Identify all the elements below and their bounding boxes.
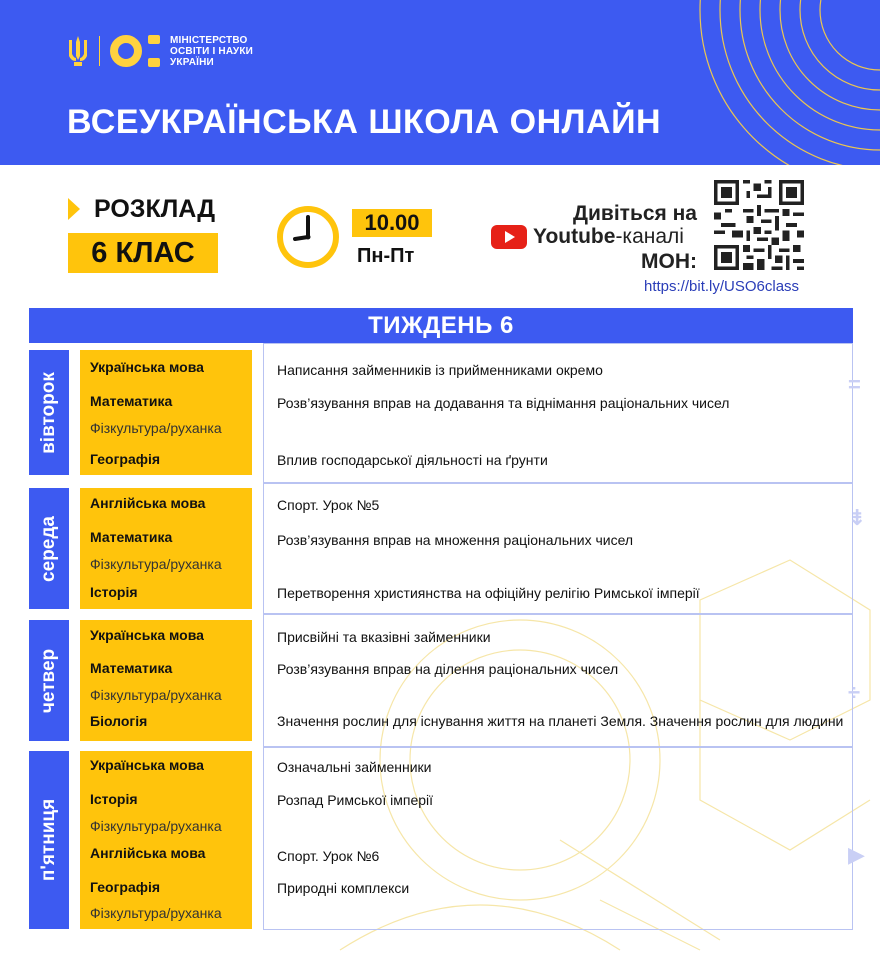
topic: Розв’язування вправ на додавання та віднімання раціональних чисел	[277, 395, 730, 411]
week-title: ТИЖДЕНЬ 6	[29, 308, 853, 343]
clock-icon	[276, 205, 340, 269]
topic: Розв’язування вправ на ділення раціональних чисел	[277, 661, 619, 677]
triangle-symbol-icon: ▶	[848, 842, 865, 867]
topic: Перетворення християнства на офіційну релігію Римської імперії	[277, 585, 700, 601]
mon-label: МОН:	[641, 250, 697, 273]
ministry-logo	[67, 34, 253, 68]
subject: Математика	[90, 660, 173, 676]
day-tab-tuesday: вівторок	[29, 350, 69, 475]
subject: Фізкультура/руханка	[90, 420, 222, 436]
channel-link[interactable]: https://bit.ly/USO6class	[644, 278, 800, 295]
watch-label: Дивіться на	[573, 202, 697, 225]
ministry-name: МІНІСТЕРСТВО ОСВІТИ І НАУКИ УКРАЇНИ	[170, 34, 254, 68]
youtube-icon	[491, 225, 527, 249]
subject: Англійська мова	[90, 495, 206, 511]
subject: Фізкультура/руханка	[90, 687, 222, 703]
down-arrow-symbol-icon: ⇟	[848, 505, 867, 530]
topic: Розв’язування вправ на множення раціональних чисел	[277, 532, 634, 548]
topic: Присвійні та вказівні займенники	[277, 629, 491, 645]
trident-icon	[67, 34, 89, 68]
day-tab-wednesday: середа	[29, 488, 69, 609]
topic: Означальні займенники	[277, 759, 432, 775]
topic: Природні комплекси	[277, 880, 410, 896]
logo-equals-icon	[148, 35, 160, 67]
page-title: ВСЕУКРАЇНСЬКА ШКОЛА ОНЛАЙН	[67, 103, 662, 141]
schedule-label: РОЗКЛАД	[94, 195, 216, 223]
broadcast-days: Пн-Пт	[357, 245, 415, 267]
qr-code[interactable]	[714, 180, 804, 270]
topic: Вплив господарської діяльності на ґрунти	[277, 452, 548, 468]
topic: Написання займенників із прийменниками окремо	[277, 362, 603, 378]
subject: Англійська мова	[90, 845, 206, 861]
subject: Фізкультура/руханка	[90, 818, 222, 834]
day-tab-friday: п'ятниця	[29, 751, 69, 929]
subject: Українська мова	[90, 757, 204, 773]
topic: Спорт. Урок №5	[277, 497, 380, 513]
subject: Фізкультура/руханка	[90, 905, 222, 921]
header-banner	[0, 0, 880, 165]
day-tab-thursday: четвер	[29, 620, 69, 741]
subject: Математика	[90, 393, 173, 409]
subject: Українська мова	[90, 359, 204, 375]
subject: Географія	[90, 879, 161, 895]
subject: Біологія	[90, 713, 148, 729]
subject: Історія	[90, 584, 138, 600]
topic: Значення рослин для існування життя на планеті Земля. Значення рослин для людини	[277, 713, 844, 729]
topic: Розпад Римської імперії	[277, 792, 434, 808]
topic: Спорт. Урок №6	[277, 848, 380, 864]
youtube-brand: Youtube	[533, 225, 616, 248]
youtube-suffix: -каналі	[615, 225, 684, 248]
subjects-column-friday	[80, 751, 252, 929]
broadcast-time: 10.00	[352, 209, 432, 237]
divide-symbol-icon: ÷	[848, 680, 861, 705]
class-label: 6 КЛАС	[68, 233, 218, 273]
subject: Географія	[90, 451, 161, 467]
logo-circle-icon	[110, 35, 142, 67]
subject: Математика	[90, 529, 173, 545]
equals-symbol-icon: =	[848, 372, 861, 397]
subject: Фізкультура/руханка	[90, 556, 222, 572]
subject: Українська мова	[90, 627, 204, 643]
youtube-channel-line	[491, 225, 684, 249]
logo-divider	[99, 36, 100, 66]
subject: Історія	[90, 791, 138, 807]
play-arrow-icon	[68, 198, 80, 220]
